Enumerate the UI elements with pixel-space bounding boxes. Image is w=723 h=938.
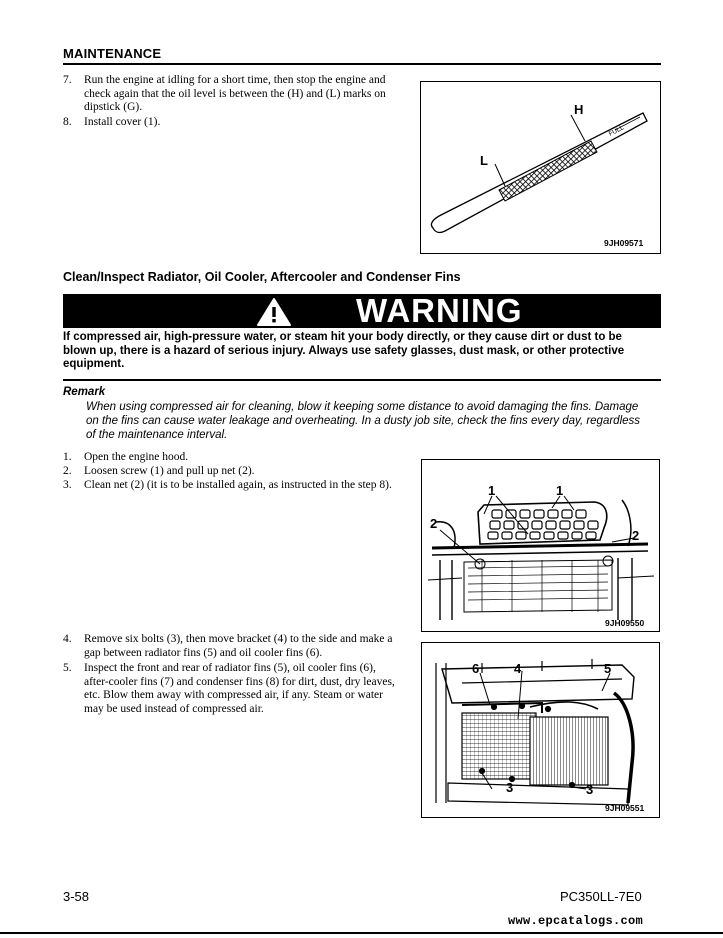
warning-title: WARNING (356, 292, 523, 329)
step-line: Open the engine hood. (84, 451, 189, 463)
step-number: 2. (63, 465, 72, 477)
step-line: Clean net (2) (it is to be installed again, as instructed in the step 8). (84, 479, 392, 491)
step-line: Install cover (1). (84, 116, 161, 128)
section-subheading: Clean/Inspect Radiator, Oil Cooler, Aftercooler and Condenser Fins (63, 270, 461, 284)
full-mark-label: FULL (607, 124, 626, 138)
step-line: after-cooler fins (7) and condenser fins (8) for dirt, dust, dry leaves, (84, 675, 395, 688)
warning-line: blown up, there is a hazard of serious injury. Always use safety glasses, dust mask, or other protective (63, 344, 625, 357)
step-8 (63, 116, 413, 130)
callout-bolt-left: 3 (506, 780, 514, 795)
footer-divider (0, 932, 723, 934)
step-5 (63, 662, 423, 718)
callout-screw-right: 1 (556, 483, 564, 498)
step-number: 5. (63, 662, 72, 674)
step-line: Loosen screw (1) and pull up net (2). (84, 465, 255, 477)
callout-net-right: 2 (632, 528, 640, 543)
callout-screw-left: 1 (488, 483, 496, 498)
step-line: check again that the oil level is between the (H) and (L) marks on (84, 87, 386, 100)
model-number: PC350LL-7E0 (560, 889, 642, 904)
warning-divider (63, 379, 661, 381)
figure-id: 9JH09551 (605, 803, 645, 813)
callout-net-left: 2 (430, 516, 438, 531)
step-2 (63, 465, 423, 479)
header-divider (63, 63, 661, 65)
warning-line: If compressed air, high-pressure water, or steam hit your body directly, or they cause dirt or dust to be (63, 331, 622, 343)
step-number: 3. (63, 479, 72, 491)
watermark-text: www.epcatalogs.com (508, 914, 644, 928)
section-title: MAINTENANCE (63, 46, 162, 61)
step-1 (63, 451, 423, 465)
step-line: dipstick (G). (84, 101, 143, 113)
remark-label: Remark (63, 386, 106, 398)
remark-text (86, 400, 664, 442)
figure-id: 9JH09571 (604, 238, 644, 248)
radiator-bracket-illustration (422, 643, 659, 817)
dipstick-illustration (421, 82, 660, 253)
step-line: Remove six bolts (3), then move bracket (4) to the side and make a (84, 633, 393, 645)
step-7 (63, 74, 413, 116)
l-mark-label: L (480, 153, 488, 168)
step-line: may be used instead of compressed air. (84, 702, 264, 715)
step-line: gap between radiator fins (5) and oil cooler fins (6). (84, 646, 323, 659)
step-4 (63, 633, 423, 661)
remark-line: on the fins can cause water leakage and overheating. In a dusty job site, check the fins every day, regardless (86, 415, 641, 427)
h-mark-label: H (574, 102, 584, 117)
step-number: 8. (63, 116, 72, 128)
warning-banner (63, 294, 661, 328)
remark-line: When using compressed air for cleaning, blow it keeping some distance to avoid damaging the fins. Damage (86, 401, 639, 413)
remark-line: of the maintenance interval. (86, 429, 228, 441)
step-line: Run the engine at idling for a short time, then stop the engine and (84, 74, 386, 86)
step-number: 7. (63, 74, 72, 86)
callout-bracket: 4 (514, 661, 522, 676)
warning-triangle-icon (256, 297, 292, 327)
step-line: etc. Blow them away with compressed air, if any. Steam or water (84, 689, 383, 701)
radiator-bracket-figure (421, 642, 660, 818)
step-number: 4. (63, 633, 72, 645)
figure-id: 9JH09550 (605, 618, 645, 628)
step-3 (63, 479, 423, 493)
warning-line: equipment. (63, 358, 125, 370)
callout-radiator: 5 (604, 661, 612, 676)
warning-text (63, 331, 661, 372)
callout-bolt-right: 3 (586, 782, 594, 797)
step-line: Inspect the front and rear of radiator fins (5), oil cooler fins (6), (84, 662, 376, 674)
radiator-net-figure (421, 459, 660, 632)
callout-oil-cooler: 6 (472, 661, 480, 676)
step-number: 1. (63, 451, 72, 463)
radiator-net-illustration (422, 460, 659, 631)
page-number: 3-58 (63, 889, 90, 904)
dipstick-figure (420, 81, 661, 254)
